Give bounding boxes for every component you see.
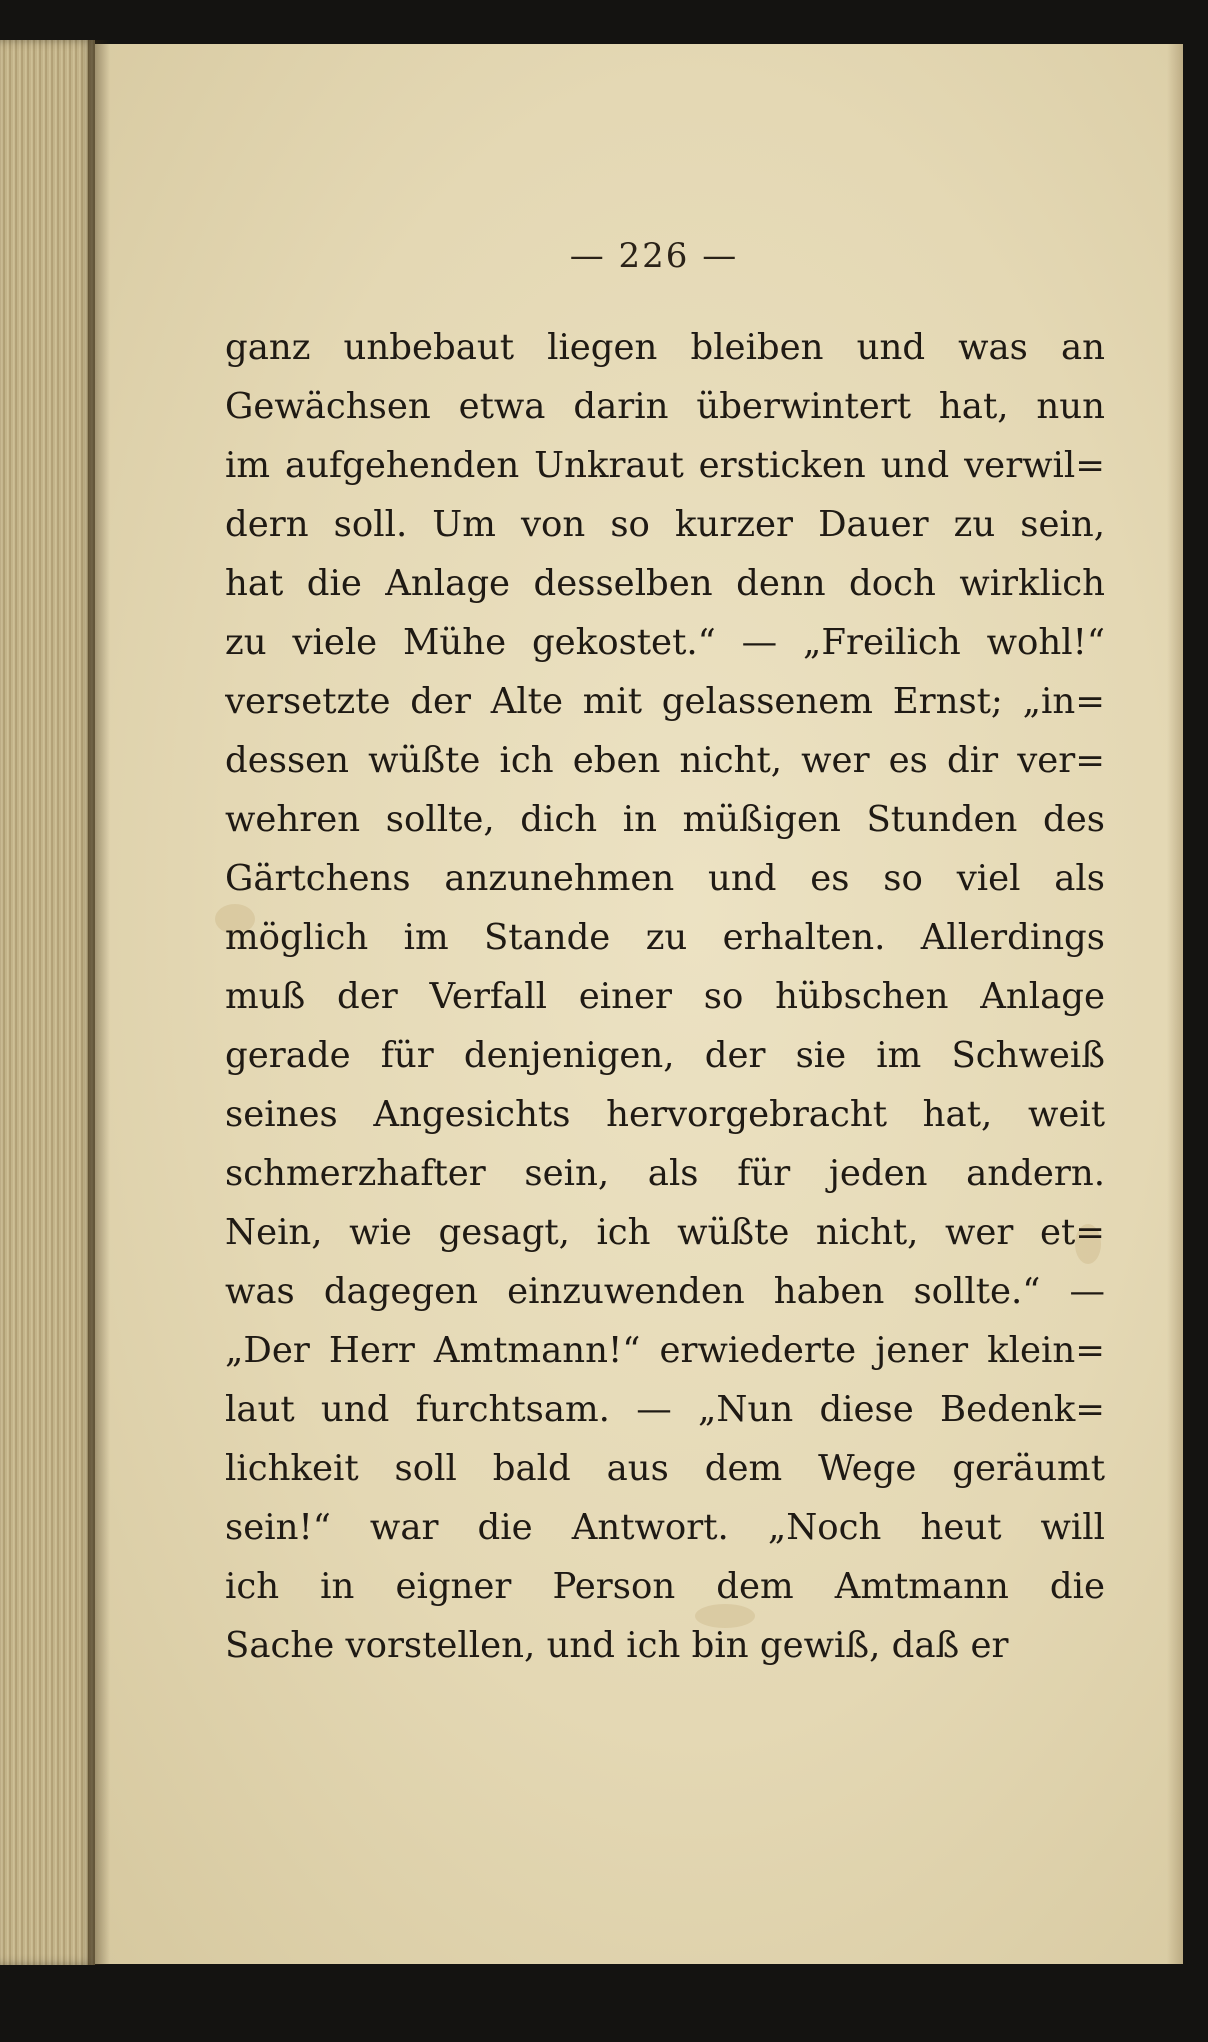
text-line: hat die Anlage desselben denn doch wirklich: [225, 563, 1105, 604]
text-line: was dagegen einzuwenden haben sollte.“ —: [225, 1271, 1105, 1312]
page-stack-edge: [0, 40, 95, 1965]
text-line: möglich im Stande zu erhalten. Allerdings: [225, 917, 1105, 958]
text-line: laut und furchtsam. — „Nun diese Bedenk=: [225, 1389, 1105, 1430]
text-line: dern soll. Um von so kurzer Dauer zu sein,: [225, 504, 1105, 545]
text-line: muß der Verfall einer so hübschen Anlage: [225, 976, 1105, 1017]
page-number: — 226 —: [569, 236, 739, 276]
text-line: dessen wüßte ich eben nicht, wer es dir ver=: [225, 740, 1105, 781]
text-line: ganz unbebaut liegen bleiben und was an: [225, 327, 1105, 368]
text-line: im aufgehenden Unkraut ersticken und verwil=: [225, 445, 1105, 486]
body-text: [225, 318, 1105, 1675]
text-line: lichkeit soll bald aus dem Wege geräumt: [225, 1448, 1105, 1489]
text-line: Nein, wie gesagt, ich wüßte nicht, wer et=: [225, 1212, 1105, 1253]
text-line: ich in eigner Person dem Amtmann die: [225, 1566, 1105, 1607]
page-edge-shading: [1167, 44, 1183, 1964]
text-line: sein!“ war die Antwort. „Noch heut will: [225, 1507, 1105, 1548]
text-line: seines Angesichts hervorgebracht hat, weit: [225, 1094, 1105, 1135]
text-line: versetzte der Alte mit gelassenem Ernst; „in=: [225, 681, 1105, 722]
text-line: Sache vorstellen, und ich bin gewiß, daß er: [225, 1625, 1009, 1666]
text-line: schmerzhafter sein, als für jeden andern.: [225, 1153, 1105, 1194]
text-line: „Der Herr Amtmann!“ erwiederte jener klein=: [225, 1330, 1105, 1371]
binding-shadow: [88, 40, 110, 1965]
text-line: gerade für denjenigen, der sie im Schweiß: [225, 1035, 1105, 1076]
text-line: wehren sollte, dich in müßigen Stunden des: [225, 799, 1105, 840]
text-line: Gewächsen etwa darin überwintert hat, nun: [225, 386, 1105, 427]
text-line: zu viele Mühe gekostet.“ — „Freilich wohl!“: [225, 622, 1105, 663]
text-line: Gärtchens anzunehmen und es so viel als: [225, 858, 1105, 899]
